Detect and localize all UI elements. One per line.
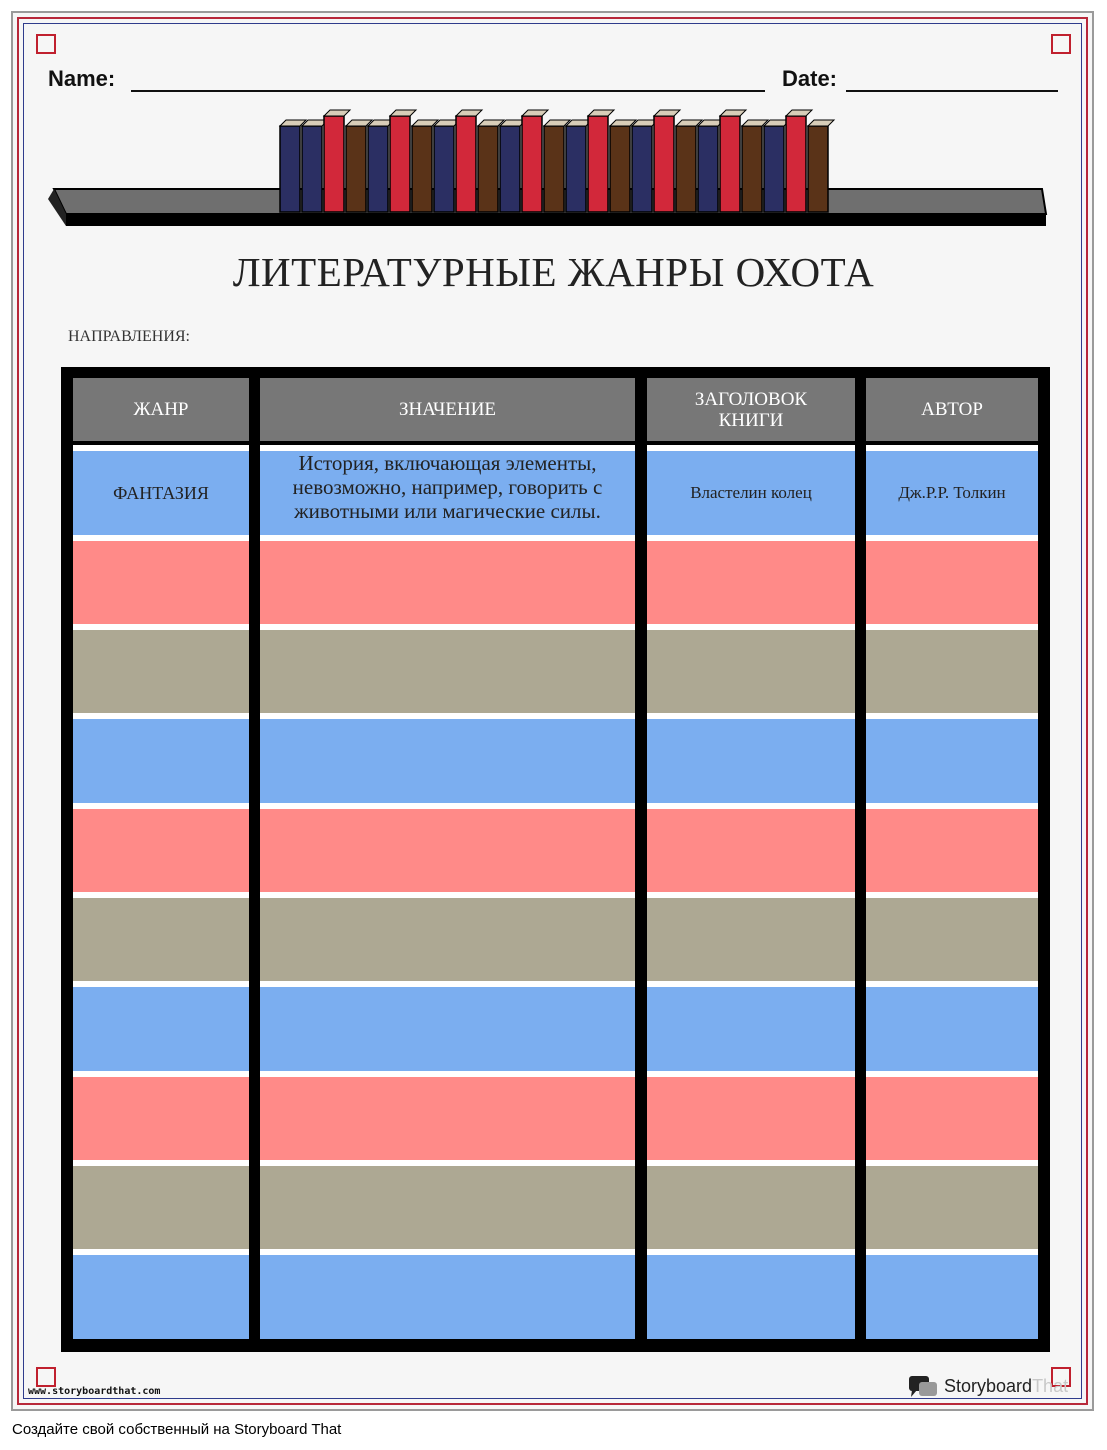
- table-cell[interactable]: [260, 1077, 635, 1161]
- book-top: [720, 110, 746, 116]
- name-line[interactable]: [131, 90, 765, 92]
- table-cell[interactable]: [866, 898, 1038, 982]
- book-top: [522, 110, 548, 116]
- book-top: [324, 110, 350, 116]
- brand-name: Storyboard: [944, 1375, 1033, 1396]
- footer-text[interactable]: Создайте свой собственный на Storyboard That: [12, 1421, 342, 1438]
- book-top: [478, 120, 504, 126]
- table-cell[interactable]: [260, 809, 635, 893]
- table-cell[interactable]: [866, 1077, 1038, 1161]
- table-cell[interactable]: [73, 541, 249, 625]
- table-cell[interactable]: [73, 987, 249, 1071]
- book-top: [544, 120, 570, 126]
- book-spine: [742, 126, 762, 212]
- table-cell[interactable]: [866, 541, 1038, 625]
- table-cell[interactable]: [260, 541, 635, 625]
- table-cell[interactable]: [260, 1255, 635, 1339]
- table-cell[interactable]: [260, 630, 635, 714]
- book-spine: [544, 126, 564, 212]
- book-spine: [566, 126, 586, 212]
- column-header: ЗАГОЛОВОК КНИГИ: [647, 378, 855, 441]
- brand-suffix: That: [1032, 1375, 1069, 1396]
- table-cell[interactable]: [73, 630, 249, 714]
- book-spine: [720, 116, 740, 212]
- table-cell[interactable]: [866, 809, 1038, 893]
- page-title: ЛИТЕРАТУРНЫЕ ЖАНРЫ ОХОТА: [232, 249, 875, 295]
- date-label: Date:: [782, 66, 838, 91]
- table-cell[interactable]: [647, 541, 855, 625]
- table-cell[interactable]: [647, 898, 855, 982]
- watermark-url: www.storyboardthat.com: [28, 1386, 161, 1397]
- corner-square-top-right: [1051, 34, 1071, 54]
- table-cell[interactable]: [73, 1255, 249, 1339]
- corner-square-bottom-left: [36, 1367, 56, 1387]
- table-cell[interactable]: [866, 1255, 1038, 1339]
- book-spine: [434, 126, 454, 212]
- book-top: [280, 120, 306, 126]
- table-cell[interactable]: [73, 898, 249, 982]
- table-cell[interactable]: [866, 719, 1038, 803]
- book-spine: [324, 116, 344, 212]
- table-cell[interactable]: [73, 809, 249, 893]
- table-cell[interactable]: [647, 719, 855, 803]
- column-header: ЗНАЧЕНИЕ: [260, 378, 635, 441]
- table-cell[interactable]: [647, 987, 855, 1071]
- book-spine: [302, 126, 322, 212]
- bookshelf-illustration: [46, 104, 1050, 229]
- table-cell[interactable]: [866, 987, 1038, 1071]
- book-spine: [588, 116, 608, 212]
- book-spine: [764, 126, 784, 212]
- storyboard-logo: [908, 1373, 1068, 1399]
- genres-table: [61, 367, 1050, 1352]
- book-top: [654, 110, 680, 116]
- book-spine: [654, 116, 674, 212]
- table-cell[interactable]: [647, 630, 855, 714]
- book-top: [346, 120, 372, 126]
- table-cell[interactable]: [647, 1077, 855, 1161]
- name-label: Name:: [48, 66, 116, 91]
- book-spine: [478, 126, 498, 212]
- book-spine: [412, 126, 432, 212]
- book-spine: [610, 126, 630, 212]
- book-top: [588, 110, 614, 116]
- table-cell[interactable]: Властелин колец: [647, 451, 855, 535]
- directions-label: НАПРАВЛЕНИЯ:: [68, 328, 190, 345]
- table-cell[interactable]: ФАНТАЗИЯ: [73, 451, 249, 535]
- book-spine: [632, 126, 652, 212]
- book-top: [786, 110, 812, 116]
- book-top: [808, 120, 834, 126]
- table-cell[interactable]: [647, 1255, 855, 1339]
- book-spine: [280, 126, 300, 212]
- book-spine: [456, 116, 476, 212]
- book-spine: [500, 126, 520, 212]
- table-cell[interactable]: [260, 898, 635, 982]
- book-spine: [786, 116, 806, 212]
- table-cell[interactable]: [73, 719, 249, 803]
- table-cell[interactable]: [260, 719, 635, 803]
- table-cell[interactable]: [866, 1166, 1038, 1250]
- table-cell[interactable]: [73, 1166, 249, 1250]
- table-cell[interactable]: [647, 809, 855, 893]
- table-cell[interactable]: [73, 1077, 249, 1161]
- book-top: [390, 110, 416, 116]
- book-spine: [390, 116, 410, 212]
- table-cell[interactable]: История, включающая элементы, невозможно, например, говорить с животными или магические силы.: [260, 451, 635, 535]
- book-spine: [808, 126, 828, 212]
- book-top: [456, 110, 482, 116]
- table-cell[interactable]: Дж.Р.Р. Толкин: [866, 451, 1038, 535]
- date-line[interactable]: [846, 90, 1058, 92]
- book-spine: [368, 126, 388, 212]
- book-spine: [346, 126, 366, 212]
- speech-bubble-icon: [908, 1374, 938, 1398]
- book-top: [610, 120, 636, 126]
- table-cell[interactable]: [866, 630, 1038, 714]
- book-spine: [698, 126, 718, 212]
- books-group: [280, 110, 834, 212]
- column-header: ЖАНР: [73, 378, 249, 441]
- table-cell[interactable]: [260, 987, 635, 1071]
- book-top: [412, 120, 438, 126]
- column-header: АВТОР: [866, 378, 1038, 441]
- book-spine: [676, 126, 696, 212]
- table-cell[interactable]: [260, 1166, 635, 1250]
- book-spine: [522, 116, 542, 212]
- book-top: [676, 120, 702, 126]
- book-top: [742, 120, 768, 126]
- table-cell[interactable]: [647, 1166, 855, 1250]
- corner-square-top-left: [36, 34, 56, 54]
